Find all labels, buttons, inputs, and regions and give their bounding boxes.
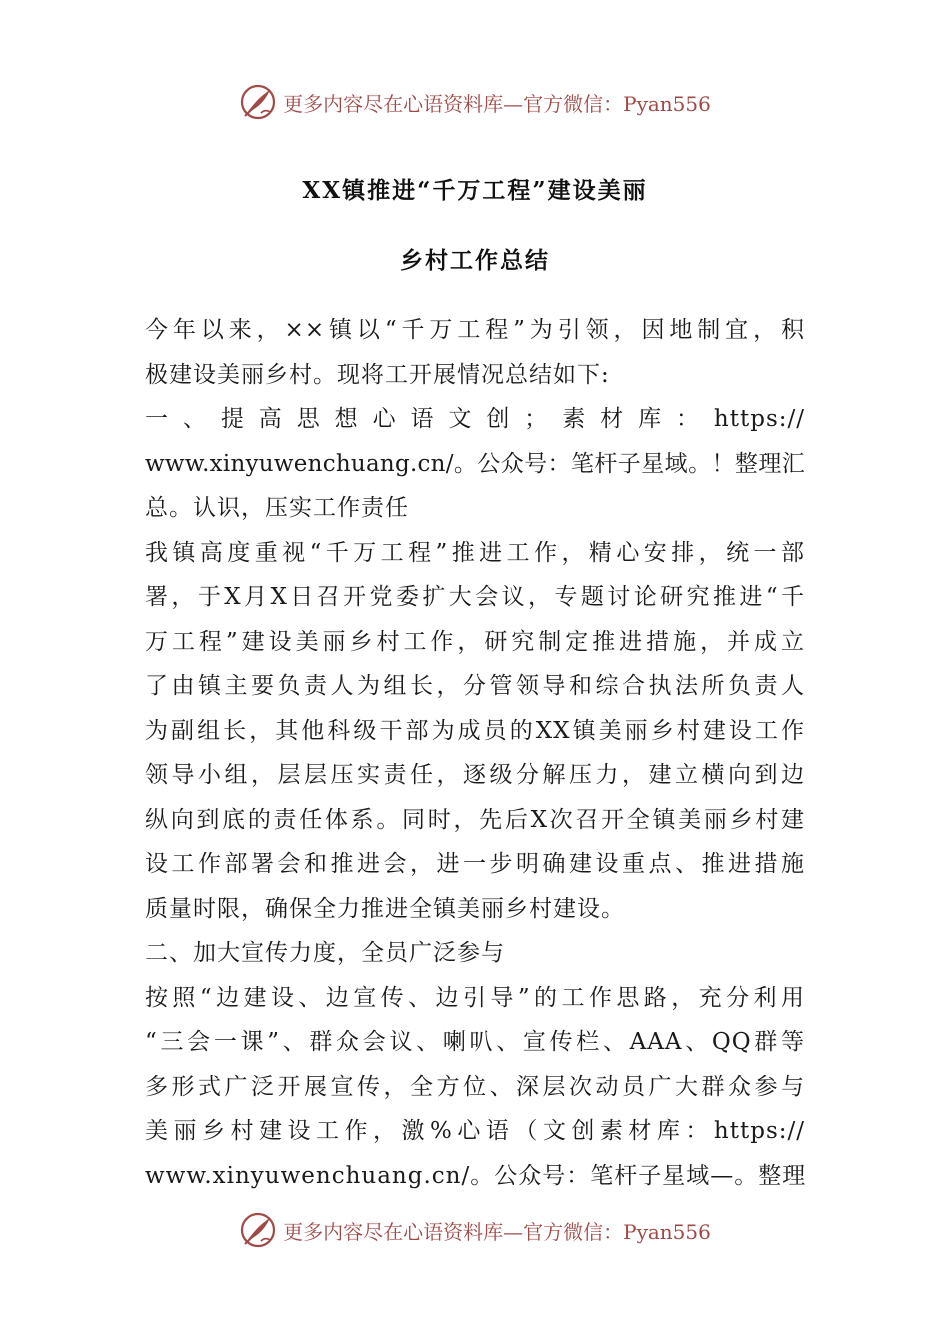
document-title-line-1: XX镇推进“千万工程”建设美丽 xyxy=(302,177,648,204)
body-line: 领导小组，层层压实责任，逐级分解压力，建立横向到边 xyxy=(145,762,805,788)
body-line: 按照“边建设、边宣传、边引导”的工作思路，充分利用 xyxy=(145,984,805,1011)
body-line: 我镇高度重视“千万工程”推进工作，精心安排，统一部 xyxy=(145,539,805,566)
section-heading-2: 二、加大宣传力度，全员广泛参与 xyxy=(145,940,505,966)
body-line: 总。认识，压实工作责任 xyxy=(145,495,409,521)
watermark-text: 更多内容尽在心语资料库—官方微信：Pyan556 xyxy=(283,1219,711,1244)
body-line: 极建设美丽乡村。现将工开展情况总结如下: xyxy=(145,361,610,388)
body-line: 今年以来，××镇以“千万工程”为引领，因地制宜，积 xyxy=(145,317,805,343)
quill-pen-logo-icon xyxy=(239,83,277,121)
body-line: 了由镇主要负责人为组长，分管领导和综合执法所负责人 xyxy=(145,673,805,699)
footer-watermark xyxy=(0,1208,950,1252)
body-line: 美丽乡村建设工作，激%心语（文创素材库：https:// xyxy=(145,1118,805,1144)
body-line: 多形式广泛开展宣传，全方位、深层次动员广大群众参与 xyxy=(145,1073,805,1100)
quill-pen-logo-icon xyxy=(239,1211,277,1249)
body-line: 为副组长，其他科级干部为成员的XX镇美丽乡村建设工作 xyxy=(145,717,805,744)
body-line: 纵向到底的责任体系。同时，先后X次召开全镇美丽乡村建 xyxy=(145,806,805,833)
body-line: 设工作部署会和推进会，进一步明确建设重点、推进措施 xyxy=(145,851,805,877)
document-title-line-2: 乡村工作总结 xyxy=(400,247,550,274)
header-watermark xyxy=(0,80,950,124)
watermark-text: 更多内容尽在心语资料库—官方微信：Pyan556 xyxy=(283,91,711,116)
body-line: “三会一课”、群众会议、喇叭、宣传栏、AAA、QQ群等 xyxy=(145,1029,805,1055)
body-line: www.xinyuwenchuang.cn/。公众号：笔杆子星域。！整理汇 xyxy=(145,450,805,477)
section-heading-1: 一、提高思想心语文创；素材库：https:// xyxy=(145,406,805,432)
body-line: www.xinyuwenchuang.cn/。公众号：笔杆子星域—。整理 xyxy=(145,1162,807,1189)
body-line: 万工程”建设美丽乡村工作，研究制定推进措施，并成立 xyxy=(145,628,805,655)
body-line: 署，于X月X日召开党委扩大会议，专题讨论研究推进“千 xyxy=(145,584,805,610)
document-body xyxy=(145,308,805,1198)
body-line: 质量时限，确保全力推进全镇美丽乡村建设。 xyxy=(145,895,625,922)
